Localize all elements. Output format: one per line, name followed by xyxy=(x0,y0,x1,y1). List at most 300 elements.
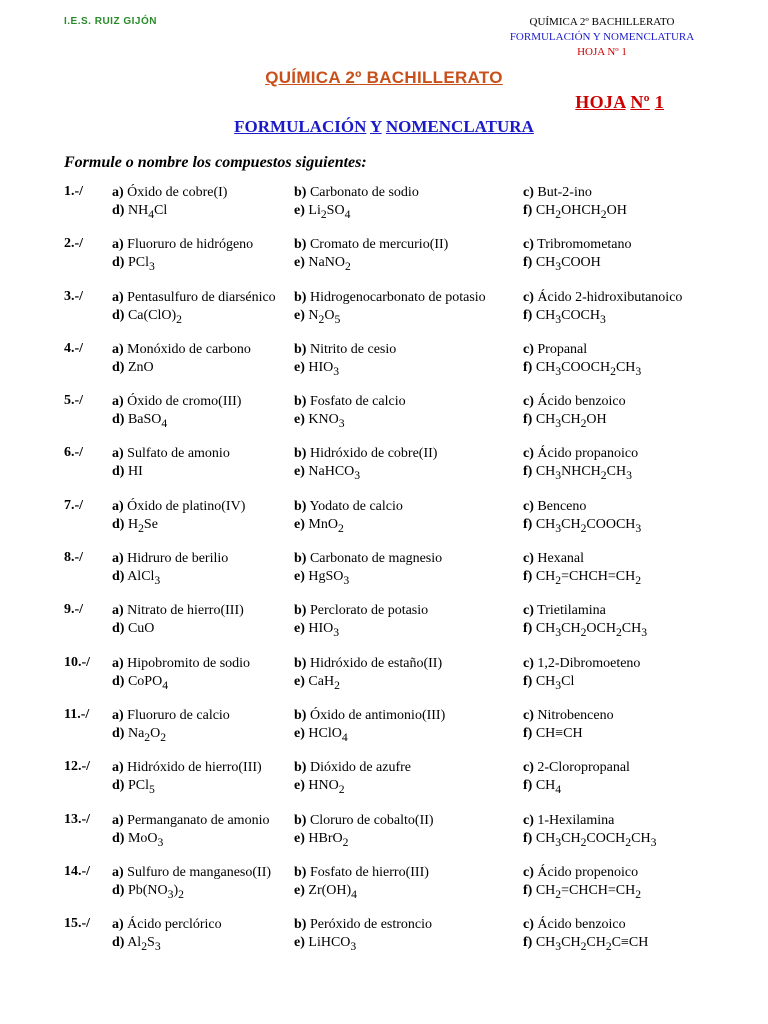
exercise-row xyxy=(64,184,744,236)
item-letter: c) xyxy=(523,917,534,933)
exercise-item-c xyxy=(523,289,682,307)
compound-text: Cromato de mercurio(II) xyxy=(309,237,449,253)
compound-text: Fluoruro de hidrógeno xyxy=(127,237,254,253)
compound-text: LiHCO$_3$ xyxy=(308,935,357,953)
item-letter: c) xyxy=(523,185,534,200)
exercise-item-c xyxy=(523,655,640,673)
compound-text: Hidróxido de cobre(II) xyxy=(309,446,438,462)
item-letter: e) xyxy=(294,882,305,898)
exercise-item-d xyxy=(112,620,154,638)
item-letter: e) xyxy=(294,778,305,794)
item-letter: e) xyxy=(294,673,305,689)
item-letter: b) xyxy=(294,864,307,880)
exercise-item-a xyxy=(112,759,262,777)
compound-text: Hidruro de berilio xyxy=(127,551,229,567)
item-letter: c) xyxy=(523,707,534,723)
exercise-item-b xyxy=(294,916,432,934)
exercise-item-c xyxy=(523,236,632,254)
item-letter: f) xyxy=(523,307,533,323)
item-letter: a) xyxy=(112,498,124,514)
compound-text: 1,2-Dibromoeteno xyxy=(537,655,641,671)
item-letter: f) xyxy=(523,569,533,585)
exercise-item-f xyxy=(523,568,641,590)
compound-text: Ácido 2-hidroxibutanoico xyxy=(537,289,683,305)
exercise-item-d xyxy=(112,202,167,224)
exercise-number: 15.-/ xyxy=(64,916,91,932)
compound-text: Ácido perclórico xyxy=(127,917,222,933)
item-letter: e) xyxy=(294,464,305,480)
compound-text: Hidrogenocarbonato de potasio xyxy=(309,289,486,305)
compound-text: Hidróxido de hierro(III) xyxy=(127,760,262,776)
exercise-item-c xyxy=(523,445,638,463)
compound-text: Trietilamina xyxy=(537,603,606,619)
exercise-item-f xyxy=(523,882,641,904)
exercise-row xyxy=(64,864,744,916)
item-letter: e) xyxy=(294,621,305,637)
exercise-item-e xyxy=(294,830,348,852)
exercise-item-d xyxy=(112,568,160,590)
exercise-item-e xyxy=(294,307,340,329)
exercise-item-d xyxy=(112,673,168,695)
exercise-item-a xyxy=(112,655,250,673)
compound-text: Yodato de calcio xyxy=(309,498,403,514)
compound-text: PCl$_5$ xyxy=(127,778,155,797)
exercise-item-f xyxy=(523,830,656,852)
exercise-row xyxy=(64,341,744,393)
exercise-item-e xyxy=(294,725,348,747)
item-letter: a) xyxy=(112,185,124,200)
subtitle-word-3: NOMENCLATURA xyxy=(385,117,534,136)
item-letter: c) xyxy=(523,237,534,253)
page-title: QUÍMICA 2º BACHILLERATO xyxy=(265,68,503,87)
exercise-number: 8.-/ xyxy=(64,550,84,566)
item-letter: d) xyxy=(112,359,125,375)
exercise-row xyxy=(64,445,744,497)
item-letter: a) xyxy=(112,707,124,723)
item-letter: e) xyxy=(294,830,305,846)
compound-text: $CH_3CH_2OH$ xyxy=(535,412,607,430)
exercise-list xyxy=(64,184,744,968)
exercise-item-a xyxy=(112,812,269,830)
item-letter: b) xyxy=(294,551,307,567)
item-letter: a) xyxy=(112,917,124,933)
item-letter: f) xyxy=(523,359,533,375)
exercise-item-b xyxy=(294,393,406,411)
item-letter: b) xyxy=(294,394,307,410)
exercise-item-f xyxy=(523,777,561,799)
header-right xyxy=(502,15,702,60)
exercise-item-e xyxy=(294,777,345,799)
header-topic: FORMULACIÓN Y NOMENCLATURA xyxy=(509,31,695,43)
sheet-number xyxy=(575,92,664,113)
exercise-row xyxy=(64,812,744,864)
item-letter: b) xyxy=(294,289,307,305)
compound-text: ZnO xyxy=(127,359,154,375)
item-letter: a) xyxy=(112,289,124,305)
exercise-item-b xyxy=(294,864,429,882)
compound-text: Ácido propenoico xyxy=(537,864,639,880)
item-letter: a) xyxy=(112,394,124,410)
exercise-item-d xyxy=(112,359,154,377)
item-letter: d) xyxy=(112,569,125,585)
item-letter: f) xyxy=(523,882,533,898)
compound-text: MnO$_2$ xyxy=(308,516,344,535)
exercise-item-a xyxy=(112,498,245,516)
compound-text: Cloruro de cobalto(II) xyxy=(309,812,434,828)
compound-text: Hidróxido de estaño(II) xyxy=(309,655,443,671)
exercise-item-c xyxy=(523,602,606,620)
compound-text: Tribromometano xyxy=(537,237,632,253)
item-letter: b) xyxy=(294,237,307,253)
item-letter: f) xyxy=(523,464,533,480)
header-course: QUÍMICA 2º BACHILLERATO xyxy=(529,16,675,28)
exercise-item-f xyxy=(523,359,641,381)
exercise-item-a xyxy=(112,184,227,202)
item-letter: c) xyxy=(523,551,534,567)
compound-text: $HIO_3$ xyxy=(308,621,340,640)
exercise-item-d xyxy=(112,411,167,433)
exercise-item-f xyxy=(523,934,648,956)
compound-text: NaHCO$_3$ xyxy=(308,464,361,483)
exercise-item-e xyxy=(294,516,344,538)
exercise-item-b xyxy=(294,707,445,725)
exercise-number: 1.-/ xyxy=(64,184,84,199)
sheet-word: HOJA xyxy=(575,92,626,112)
exercise-item-a xyxy=(112,445,230,463)
item-letter: c) xyxy=(523,341,534,357)
compound-text: $CH_3Cl$ xyxy=(535,673,575,692)
exercise-number: 7.-/ xyxy=(64,497,84,513)
exercise-item-a xyxy=(112,602,244,620)
item-letter: b) xyxy=(294,917,307,933)
compound-text: Ácido benzoico xyxy=(537,394,626,410)
compound-text: $Na_2O_2$ xyxy=(127,725,167,744)
subtitle-word-2: Y xyxy=(369,117,382,136)
exercise-number: 11.-/ xyxy=(64,706,90,722)
compound-text: $CH_3CH_2COOCH_3$ xyxy=(535,516,642,535)
compound-text: $CH_3COCH_3$ xyxy=(535,307,606,326)
item-letter: f) xyxy=(523,673,533,689)
exercise-item-a xyxy=(112,393,241,411)
compound-text: Nitrato de hierro(III) xyxy=(127,603,244,619)
compound-text: Ácido benzoico xyxy=(537,917,626,933)
exercise-item-d xyxy=(112,463,143,481)
compound-text: Ácido propanoico xyxy=(537,446,639,462)
compound-text: Benceno xyxy=(537,498,587,514)
compound-text: BaSO$_4$ xyxy=(127,412,168,430)
compound-text: $CH_3COOCH_2CH_3$ xyxy=(535,359,642,378)
exercise-row xyxy=(64,498,744,550)
compound-text: Óxido de platino(IV) xyxy=(127,498,246,514)
exercise-item-f xyxy=(523,673,574,695)
item-letter: a) xyxy=(112,551,124,567)
compound-text: Propanal xyxy=(537,341,588,357)
item-letter: d) xyxy=(112,725,125,741)
exercise-row xyxy=(64,550,744,602)
compound-text: But-2-ino xyxy=(537,185,592,200)
exercise-item-a xyxy=(112,550,228,568)
item-letter: f) xyxy=(523,516,533,532)
compound-text: 1-Hexilamina xyxy=(537,812,615,828)
exercise-number: 12.-/ xyxy=(64,759,91,775)
compound-text: CaH$_2$ xyxy=(308,673,340,692)
compound-text: $Li_2SO_4$ xyxy=(308,203,351,221)
exercise-item-f xyxy=(523,202,627,224)
exercise-number: 13.-/ xyxy=(64,811,91,827)
exercise-item-f xyxy=(523,620,647,642)
compound-text: CoPO$_4$ xyxy=(127,673,169,692)
item-letter: c) xyxy=(523,864,534,880)
item-letter: a) xyxy=(112,812,124,828)
compound-text: Nitrobenceno xyxy=(537,707,614,723)
item-letter: d) xyxy=(112,203,125,218)
sheet-symbol: Nº xyxy=(630,92,650,112)
compound-text: $CH_4$ xyxy=(535,778,562,797)
exercise-item-d xyxy=(112,777,155,799)
item-letter: f) xyxy=(523,621,533,637)
subtitle-word-1: FORMULACIÓN xyxy=(234,117,367,136)
exercise-item-f xyxy=(523,307,606,329)
compound-text: Peróxido de estroncio xyxy=(309,917,433,933)
exercise-item-c xyxy=(523,864,638,882)
item-letter: a) xyxy=(112,237,124,253)
exercise-item-c xyxy=(523,759,630,777)
compound-text: $CH_2OHCH_2OH$ xyxy=(535,203,627,221)
exercise-item-a xyxy=(112,707,230,725)
compound-text: Dióxido de azufre xyxy=(309,760,412,776)
item-letter: e) xyxy=(294,203,305,218)
item-letter: a) xyxy=(112,760,124,776)
item-letter: d) xyxy=(112,621,125,637)
instructions: Formule o nombre los compuestos siguientes: xyxy=(64,154,367,171)
exercise-number: 4.-/ xyxy=(64,340,84,356)
item-letter: a) xyxy=(112,446,124,462)
item-letter: f) xyxy=(523,203,533,218)
exercise-item-e xyxy=(294,934,356,956)
item-letter: b) xyxy=(294,707,307,723)
exercise-item-b xyxy=(294,550,442,568)
item-letter: d) xyxy=(112,516,125,532)
exercise-item-c xyxy=(523,812,614,830)
exercise-row xyxy=(64,393,744,445)
compound-text: NaNO$_2$ xyxy=(308,255,351,274)
compound-text: $NH_4Cl$ xyxy=(127,203,168,221)
exercise-item-e xyxy=(294,673,340,695)
compound-text: Carbonato de sodio xyxy=(309,185,419,200)
compound-text: $CH_3NHCH_2CH_3$ xyxy=(535,464,632,483)
item-letter: b) xyxy=(294,185,307,200)
item-letter: d) xyxy=(112,412,125,428)
compound-text: HBrO$_2$ xyxy=(308,830,349,849)
exercise-row xyxy=(64,289,744,341)
compound-text: Pentasulfuro de diarsénico xyxy=(127,289,276,305)
exercise-item-d xyxy=(112,725,166,747)
exercise-item-c xyxy=(523,341,587,359)
compound-text: $Ca(ClO)_2$ xyxy=(127,307,182,326)
exercise-item-e xyxy=(294,620,339,642)
item-letter: c) xyxy=(523,446,534,462)
item-letter: b) xyxy=(294,341,307,357)
compound-text: 2-Cloropropanal xyxy=(537,760,630,776)
item-letter: f) xyxy=(523,725,533,741)
exercise-number: 9.-/ xyxy=(64,602,84,618)
item-letter: f) xyxy=(523,412,533,428)
school-name: I.E.S. RUIZ GIJÓN xyxy=(64,16,157,27)
compound-text: $Zr(OH)_4$ xyxy=(308,882,357,901)
header-sheet: HOJA Nº 1 xyxy=(577,46,627,58)
compound-text: Óxido de antimonio(III) xyxy=(309,707,446,723)
compound-text: $HNO_2$ xyxy=(308,778,345,797)
exercise-item-e xyxy=(294,568,349,590)
item-letter: b) xyxy=(294,498,307,514)
item-letter: c) xyxy=(523,289,534,305)
compound-text: Óxido de cobre(I) xyxy=(127,185,228,200)
exercise-item-d xyxy=(112,307,182,329)
exercise-item-f xyxy=(523,463,632,485)
compound-text: Fosfato de hierro(III) xyxy=(309,864,429,880)
compound-text: Hexanal xyxy=(537,551,585,567)
exercise-row xyxy=(64,655,744,707)
item-letter: b) xyxy=(294,760,307,776)
compound-text: Sulfuro de manganeso(II) xyxy=(127,864,272,880)
compound-text: $H_2Se$ xyxy=(127,516,158,535)
exercise-item-a xyxy=(112,916,222,934)
compound-text: $CH_3COOH$ xyxy=(535,255,601,274)
compound-text: Hipobromito de sodio xyxy=(127,655,251,671)
item-letter: a) xyxy=(112,864,124,880)
exercise-item-d xyxy=(112,934,161,956)
exercise-number: 3.-/ xyxy=(64,288,84,304)
item-letter: e) xyxy=(294,359,305,375)
exercise-row xyxy=(64,707,744,759)
exercise-item-f xyxy=(523,725,583,743)
exercise-row xyxy=(64,602,744,654)
compound-text: CH≡CH xyxy=(535,725,583,741)
compound-text: HI xyxy=(127,464,143,480)
exercise-item-b xyxy=(294,812,434,830)
exercise-item-a xyxy=(112,864,271,882)
exercise-item-c xyxy=(523,393,626,411)
item-letter: c) xyxy=(523,760,534,776)
item-letter: d) xyxy=(112,464,125,480)
item-letter: d) xyxy=(112,882,125,898)
item-letter: d) xyxy=(112,935,125,951)
item-letter: d) xyxy=(112,673,125,689)
compound-text: HgSO$_3$ xyxy=(308,569,350,587)
compound-text: $CH_3CH_2COCH_2CH_3$ xyxy=(535,830,657,849)
exercise-item-e xyxy=(294,882,357,904)
exercise-item-d xyxy=(112,882,184,904)
compound-text: Fluoruro de calcio xyxy=(127,707,230,723)
compound-text: $HIO_3$ xyxy=(308,359,340,378)
page-subtitle xyxy=(0,117,768,137)
compound-text: Sulfato de amonio xyxy=(127,446,230,462)
compound-text: CuO xyxy=(127,621,155,637)
compound-text: $CH_3CH_2CH_2C\equiv CH$ xyxy=(535,935,649,953)
exercise-item-b xyxy=(294,184,419,202)
item-letter: e) xyxy=(294,569,305,585)
compound-text: HClO$_4$ xyxy=(308,725,348,744)
compound-text: MoO$_3$ xyxy=(127,830,164,849)
compound-text: Óxido de cromo(III) xyxy=(127,394,242,410)
compound-text: AlCl$_3$ xyxy=(127,569,161,587)
exercise-item-f xyxy=(523,411,607,433)
item-letter: e) xyxy=(294,935,305,951)
item-letter: e) xyxy=(294,725,305,741)
item-letter: b) xyxy=(294,446,307,462)
exercise-number: 2.-/ xyxy=(64,236,84,252)
exercise-number: 14.-/ xyxy=(64,863,91,879)
exercise-item-b xyxy=(294,341,396,359)
item-letter: f) xyxy=(523,255,533,271)
exercise-item-b xyxy=(294,655,442,673)
item-letter: a) xyxy=(112,603,124,619)
item-letter: f) xyxy=(523,935,533,951)
item-letter: b) xyxy=(294,603,307,619)
item-letter: c) xyxy=(523,812,534,828)
item-letter: e) xyxy=(294,516,305,532)
compound-text: $KNO_3$ xyxy=(308,412,345,430)
item-letter: e) xyxy=(294,307,305,323)
compound-text: $CH_3CH_2OCH_2CH_3$ xyxy=(535,621,648,640)
compound-text: $N_2O_5$ xyxy=(308,307,341,326)
compound-text: Permanganato de amonio xyxy=(127,812,270,828)
exercise-item-b xyxy=(294,236,448,254)
exercise-item-c xyxy=(523,916,626,934)
sheet-num: 1 xyxy=(654,92,664,112)
item-letter: c) xyxy=(523,394,534,410)
item-letter: b) xyxy=(294,812,307,828)
exercise-row xyxy=(64,759,744,811)
exercise-item-f xyxy=(523,254,601,276)
exercise-item-f xyxy=(523,516,641,538)
exercise-item-a xyxy=(112,341,251,359)
compound-text: $Pb(NO_3)_2$ xyxy=(127,882,184,901)
exercise-row xyxy=(64,236,744,288)
item-letter: d) xyxy=(112,307,125,323)
exercise-item-e xyxy=(294,463,360,485)
compound-text: Monóxido de carbono xyxy=(127,341,251,357)
exercise-item-b xyxy=(294,498,403,516)
exercise-item-c xyxy=(523,707,614,725)
exercise-number: 6.-/ xyxy=(64,445,84,461)
item-letter: f) xyxy=(523,778,533,794)
exercise-item-b xyxy=(294,289,486,307)
exercise-item-c xyxy=(523,184,592,202)
compound-text: PCl$_3$ xyxy=(127,255,155,274)
compound-text: Perclorato de potasio xyxy=(309,603,429,619)
item-letter: c) xyxy=(523,498,534,514)
exercise-item-a xyxy=(112,236,253,254)
compound-text: $Al_2S_3$ xyxy=(127,935,161,953)
exercise-row xyxy=(64,916,744,968)
item-letter: c) xyxy=(523,603,534,619)
item-letter: a) xyxy=(112,655,124,671)
exercise-item-e xyxy=(294,411,345,433)
exercise-item-d xyxy=(112,830,163,852)
item-letter: d) xyxy=(112,255,125,271)
exercise-item-b xyxy=(294,602,428,620)
exercise-item-e xyxy=(294,359,339,381)
item-letter: a) xyxy=(112,341,124,357)
exercise-item-a xyxy=(112,289,276,307)
exercise-item-c xyxy=(523,550,584,568)
exercise-item-d xyxy=(112,254,155,276)
exercise-item-d xyxy=(112,516,158,538)
item-letter: b) xyxy=(294,655,307,671)
exercise-number: 10.-/ xyxy=(64,654,91,670)
compound-text: $CH_2=CHCH=CH_2$ xyxy=(535,882,642,901)
